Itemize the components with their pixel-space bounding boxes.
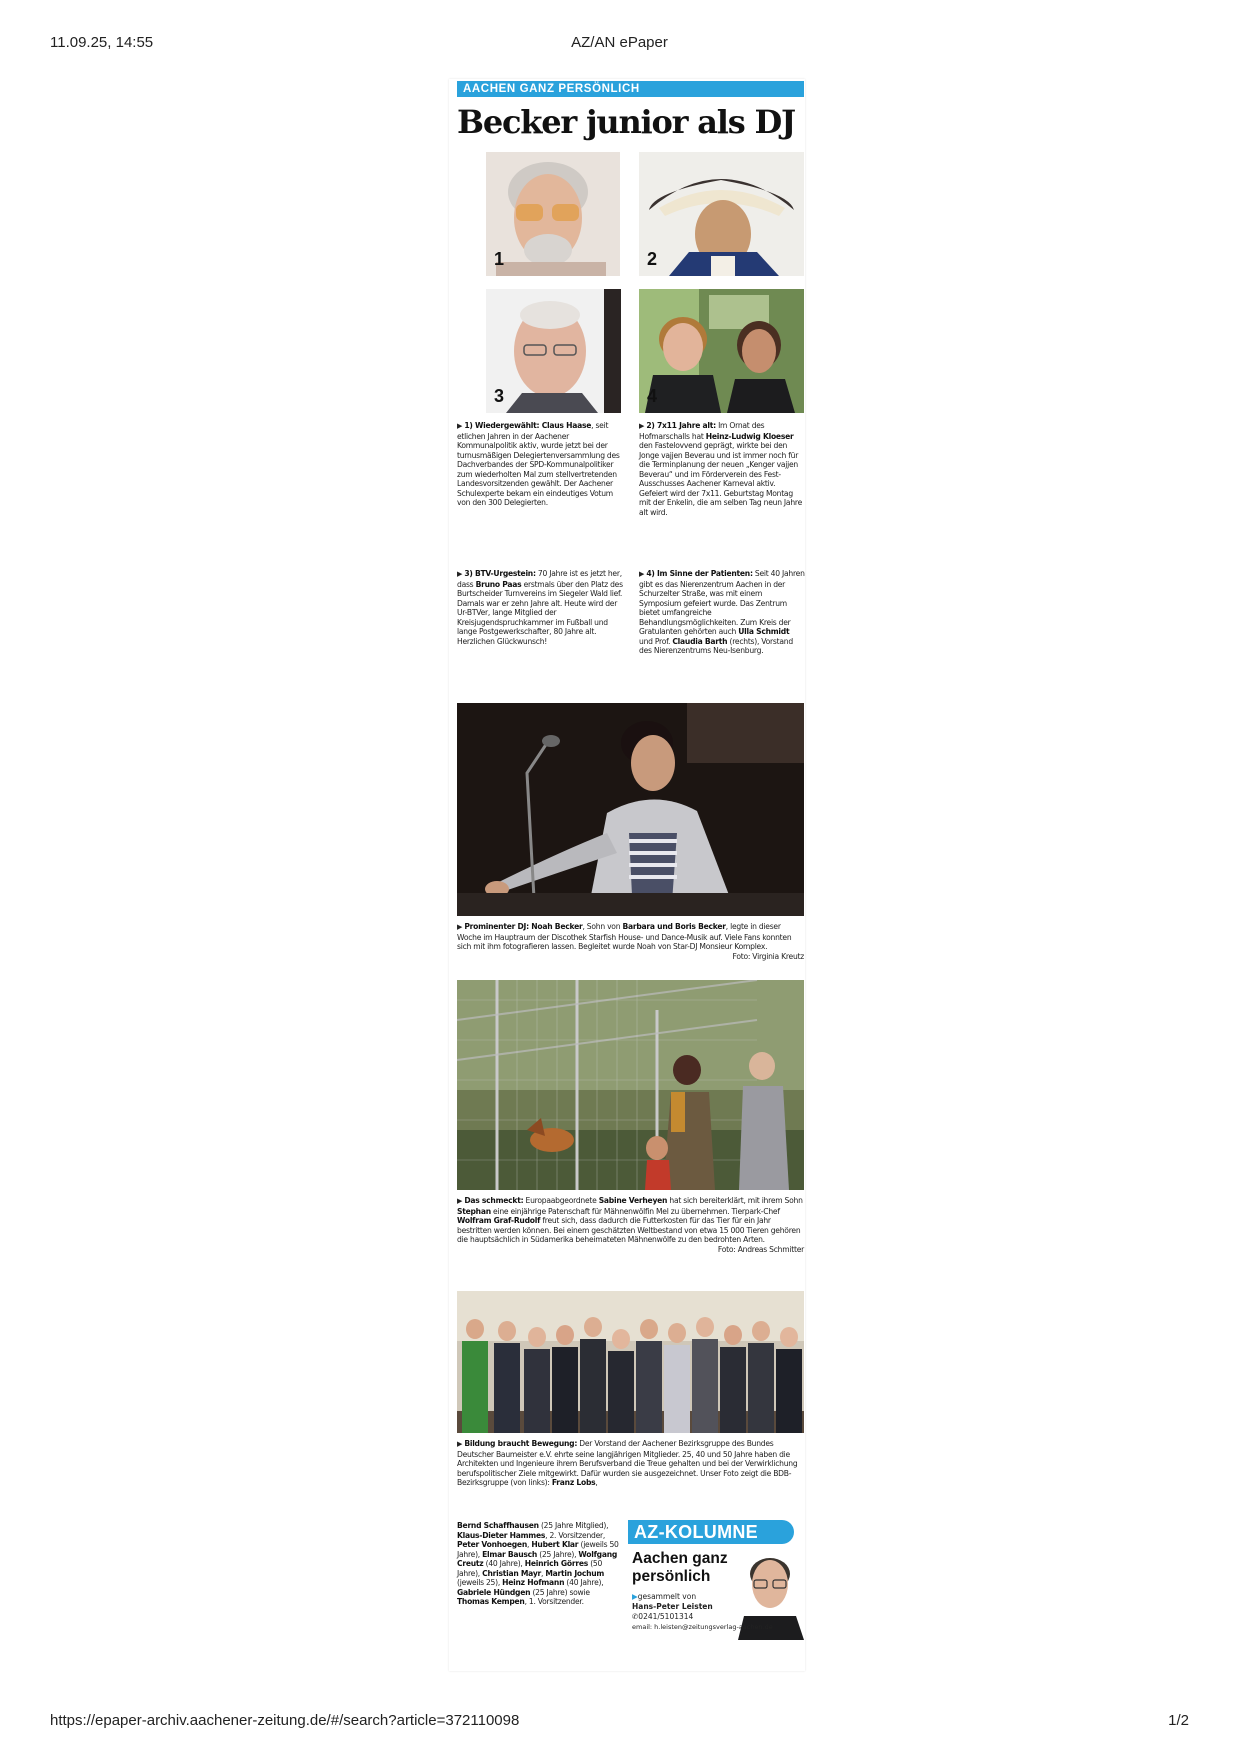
caption-bdb-text-6: (jeweils 50 Jahre), <box>457 1540 619 1559</box>
photo-number-2: 2 <box>647 249 658 269</box>
caption-4-text-2: und Prof. <box>639 636 673 646</box>
caption-marker: ▶ <box>457 1197 463 1205</box>
section-label: AACHEN GANZ PERSÖNLICH <box>463 83 640 95</box>
caption-wolf <box>457 1196 804 1254</box>
section-bar <box>457 81 804 97</box>
caption-bdb-name-1: Franz Lobs <box>551 1478 596 1487</box>
caption-marker: ▶ <box>457 923 463 931</box>
caption-bdb-name-2: Bernd Schaffhausen <box>457 1521 539 1530</box>
caption-wolf-lead: Das schmeckt: <box>464 1196 524 1205</box>
caption-marker: ▶ <box>639 422 645 430</box>
caption-marker: ▶ <box>457 1440 463 1448</box>
photo-3-portrait <box>486 289 621 413</box>
photo-credit: Foto: Andreas Schmitter <box>717 1244 804 1254</box>
photo-4-two-women <box>639 289 804 413</box>
caption-wolf-text: Europaabgeordnete <box>523 1196 599 1205</box>
phone-icon: ✆ <box>632 1612 639 1621</box>
print-url: https://epaper-archiv.aachener-zeitung.de/#/search?article=372110098 <box>50 1712 520 1729</box>
caption-bdb-text-3: (25 Jahre Mitglied), <box>538 1521 609 1530</box>
caption-bdb-text: Der Vorstand der Aachener Bezirksgruppe des Bundes Deutscher Baumeister e.V. ehrte seine langjährigen Mitglieder. 25, 40 und 50 Jahre haben die Architekten und Ingenieure ihrem Berufsverband die Treue gehalten und bei der Verwirklichung berufspolitischer Ziele mitgewirkt. Dafür wurden sie ausgezeichnet. Unser Foto zeigt die BDB-Bezirksgruppe (von links): <box>457 1439 798 1487</box>
caption-3-lead: 3) BTV-Urgestein: <box>464 569 536 578</box>
caption-bdb-text-8: (40 Jahre), <box>483 1559 525 1568</box>
caption-wolf-name-3: Wolfram Graf-Rudolf <box>457 1216 541 1225</box>
caption-2-text-2: den Fastelovvend geprägt, wirkte bei den Jonge vajjen Beverau und ist immer noch für die Terminplanung der neuen „Kenger vajjen Beverau“ und im Förderverein des Fest-Ausschusses Aachener Karneval aktiv. Gefeiert wird der 7x11. Geburtstag Montag mit der Enkelin, die am selben Tag neun Jahre alt wird. <box>639 441 803 517</box>
caption-1 <box>457 421 623 508</box>
caption-1-lead: 1) Wiedergewählt: Claus Haase <box>464 421 592 430</box>
kolumne-author: Hans-Peter Leisten <box>632 1602 713 1611</box>
caption-bdb-text-7: (25 Jahre), <box>537 1549 579 1559</box>
caption-bdb-lead: Bildung braucht Bewegung: <box>464 1439 578 1448</box>
article-headline: Becker junior als DJ <box>457 103 795 141</box>
az-kolumne-box <box>628 1520 804 1668</box>
caption-4-name-1: Ulla Schmidt <box>738 627 790 636</box>
caption-bdb-continued <box>457 1521 623 1607</box>
caption-bdb-text-12: (40 Jahre), <box>564 1578 604 1587</box>
photo-number-4: 4 <box>647 386 658 406</box>
kolumne-collected-by: gesammelt von <box>637 1592 697 1601</box>
kolumne-email: email: h.leisten@zeitungsverlag-aachen.de <box>632 1623 773 1631</box>
caption-2-lead: 2) 7x11 Jahre alt: <box>646 421 716 430</box>
caption-bdb-name-3: Klaus-Dieter Hammes <box>457 1530 546 1540</box>
caption-wolf-text-2: hat sich bereiterklärt, mit ihrem Sohn <box>667 1196 803 1205</box>
caption-4 <box>639 569 805 656</box>
caption-dj-parents: Barbara und Boris Becker <box>622 922 726 931</box>
caption-4-text: Seit 40 Jahren gibt es das Nierenzentrum Aachen in der Schurzelter Straße, was mit einem Symposium gefeiert wurde. Das Zentrum bietet umfangreiche Behandlungsmöglichkeiten. Zum Kreis der Gratulanten gehörten auch <box>639 569 805 636</box>
caption-bdb-name-5: Hubert Klar <box>531 1540 579 1549</box>
caption-bdb-text-11: (jeweils 25), <box>457 1578 503 1587</box>
kolumne-contact <box>632 1592 773 1632</box>
caption-dj-text-2: , legte in dieser Woche im Hauptraum der Discothek Starfish House- und Dance-Musik auf. Viele Fans konnten sich mit ihm fotografieren lassen. Begleitet wurde Noah von Star-DJ Monsieur Komplex. <box>457 922 792 951</box>
caption-marker: ▶ <box>457 570 463 578</box>
caption-dj <box>457 922 804 961</box>
caption-bdb-name-6: Elmar Bausch <box>482 1549 538 1559</box>
kolumne-phone: 0241/5101314 <box>638 1612 694 1621</box>
photo-number-1: 1 <box>494 249 505 269</box>
caption-wolf-text-3: eine einjährige Patenschaft für Mähnenwölfin Mel zu übernehmen. Tierpark-Chef <box>490 1206 780 1216</box>
kolumne-badge-label: AZ-KOLUMNE <box>634 1522 758 1542</box>
caption-bdb <box>457 1439 804 1519</box>
caption-bdb-name-8: Heinrich Görres <box>524 1559 589 1568</box>
caption-bdb-text-13: (25 Jahre) sowie <box>530 1587 590 1597</box>
caption-3-text-2: erstmals über den Platz des Burtscheider Turnvereins im Siegeler Wald lief. Damals war er zehn Jahre alt. Heute wird der Ur-BTVer, lange Mitglied der Kreisjugendspruchkammer im Fußball und lange Postgewerkschafter, 80 Jahre alt. Herzlichen Glückwunsch! <box>457 579 623 646</box>
caption-dj-text: , Sohn von <box>582 922 623 931</box>
caption-bdb-name-10: Martin Jochum <box>545 1568 605 1578</box>
caption-bdb-text-14: , 1. Vorsitzender. <box>524 1597 584 1606</box>
photo-number-3: 3 <box>494 386 505 406</box>
caption-3-text: 70 Jahre ist es jetzt her, dass <box>457 569 622 589</box>
caption-2 <box>639 421 805 517</box>
photo-credit: Foto: Virginia Kreutz <box>732 951 804 961</box>
caption-3 <box>457 569 623 646</box>
caption-4-name-2: Claudia Barth <box>672 636 728 646</box>
photo-wolf-enclosure <box>457 980 804 1190</box>
caption-bdb-name-11: Heinz Hofmann <box>502 1578 565 1587</box>
caption-bdb-text-9: (50 Jahre), <box>457 1559 603 1578</box>
caption-marker: ▶ <box>457 422 463 430</box>
caption-wolf-text-4: freut sich, dass dadurch die Futterkosten für das Tier für ein Jahr bestritten werden können. Bei einem geschätzten Weltbestand von etwa 15 000 Tieren gehören die hauptsächlich in Südamerika beheimateten Mähnenwölfe zu den bedrohten Arten. <box>457 1216 801 1244</box>
caption-wolf-name-2: Stephan <box>457 1206 491 1216</box>
caption-bdb-text-4: , 2. Vorsitzender, <box>545 1530 606 1540</box>
caption-marker: ▶ <box>639 570 645 578</box>
caption-bdb-text-10: , <box>541 1568 546 1578</box>
caption-bdb-name-12: Gabriele Hündgen <box>457 1587 531 1597</box>
caption-bdb-sep: , <box>595 1478 598 1487</box>
print-timestamp: 11.09.25, 14:55 <box>50 34 154 51</box>
photo-1-portrait <box>486 152 620 276</box>
caption-bdb-name-4: Peter Vonhoegen <box>457 1540 527 1549</box>
newspaper-article <box>449 79 805 1671</box>
kolumne-title: Aachen ganz persönlich <box>632 1550 728 1585</box>
caption-4-text-3: (rechts), Vorstand des Nierenzentrums Neu-Isenburg. <box>639 636 793 655</box>
photo-dj-noah-becker <box>457 703 804 916</box>
caption-3-name: Bruno Paas <box>475 579 522 589</box>
photo-bdb-group <box>457 1291 804 1433</box>
caption-bdb-name-13: Thomas Kempen <box>457 1597 525 1606</box>
photo-2-hofmarschall <box>639 152 804 276</box>
caption-bdb-name-9: Christian Mayr <box>482 1568 542 1578</box>
play-icon: ▶ <box>632 1592 638 1601</box>
caption-2-text: Im Ornat des Hofmarschalls hat <box>639 421 765 441</box>
print-page-number: 1/2 <box>1168 1712 1189 1729</box>
kolumne-badge <box>628 1520 794 1544</box>
caption-bdb-text-5: , <box>527 1540 532 1549</box>
caption-dj-lead: Prominenter DJ: Noah Becker <box>464 922 583 931</box>
caption-wolf-name-1: Sabine Verheyen <box>598 1196 668 1205</box>
caption-bdb-name-7: Wolfgang Creutz <box>457 1549 618 1568</box>
caption-1-text: , seit etlichen Jahren in der Aachener Kommunalpolitik aktiv, wurde jetzt bei der turnusmäßigen Delegiertenversammlung des Dachverbandes der SPD-Kommunalpolitiker zum wiederholten Mal zum stellvertretenden Landesvorsitzenden gewählt. Der Aachener Schulexperte bekam ein eindeutiges Votum von den 300 Delegierten. <box>457 421 620 507</box>
print-page-title: AZ/AN ePaper <box>571 34 668 51</box>
caption-2-name: Heinz-Ludwig Kloeser <box>705 431 794 441</box>
caption-4-lead: 4) Im Sinne der Patienten: <box>646 569 753 578</box>
